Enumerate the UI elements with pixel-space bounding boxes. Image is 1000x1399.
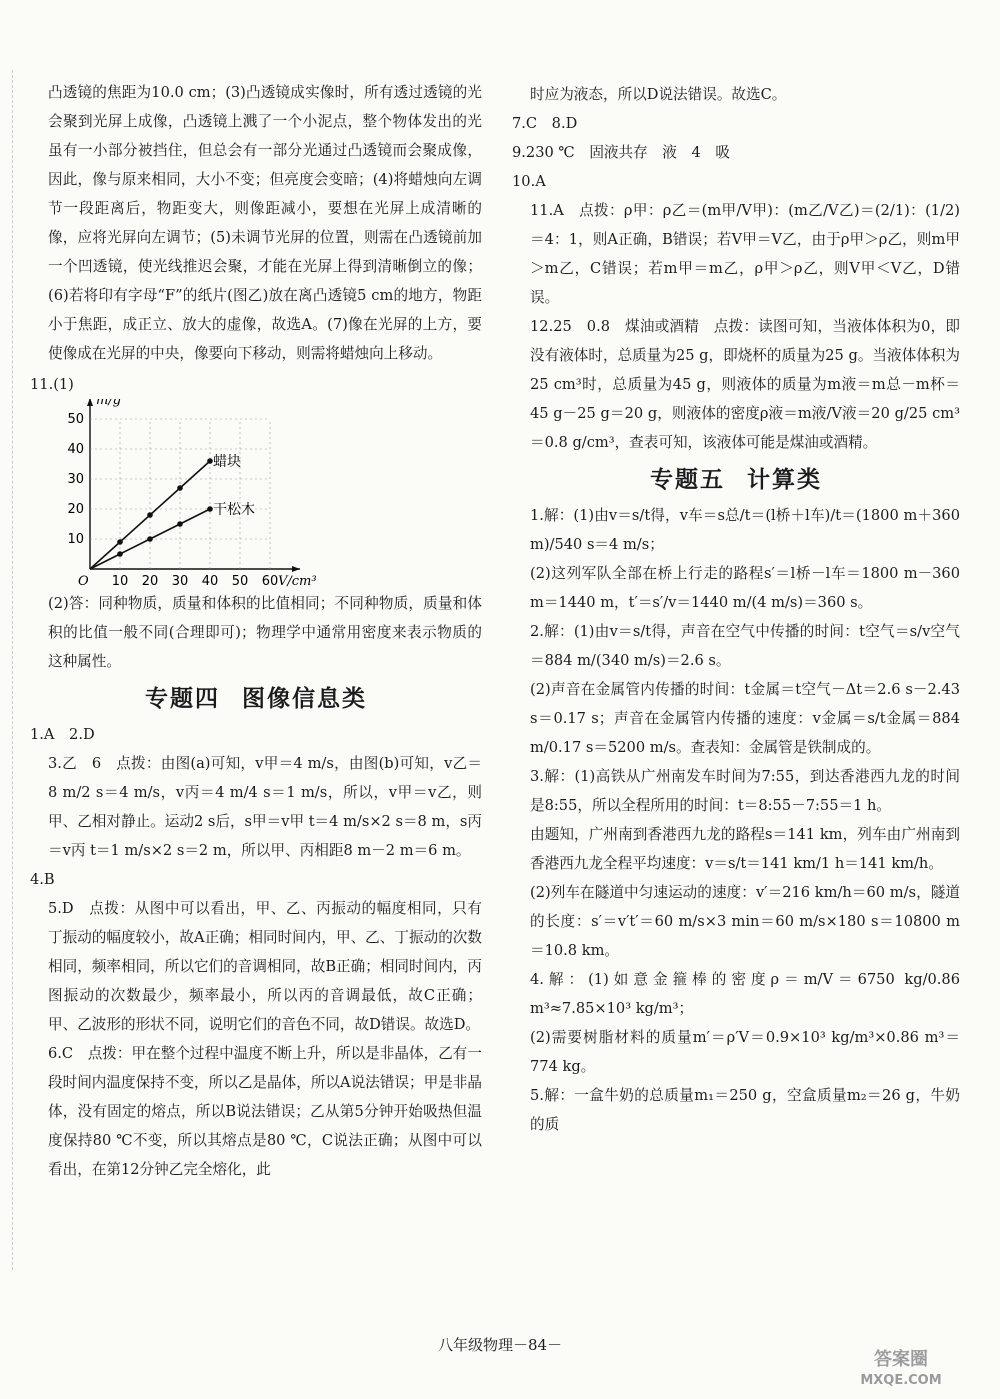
answer-para-lens: 凸透镜的焦距为10.0 cm；(3)凸透镜成实像时，所有透过透镜的光会聚到光屏上成像，凸透镜上溅了一个小泥点，整个物体发出的光虽有一小部分被挡住，但总会有一部分光通过凸透镜而会聚成像，因此，像与原来相同，大小不变；但亮度会变暗；(4)将蜡烛向左调节一段距离后，物距变大，则像距减小，要想在光屏上成清晰的像，应将光屏向左调节；(5)未调节光屏的位置，则需在凸透镜前加一个凹透镜，使光线推迟会聚，才能在光屏上得到清晰倒立的像；(6)若将印有字母“F”的纸片(图乙)放在离凸透镜5 cm的地方，物距小于焦距，成正立、放大的虚像，故选A。(7)像在光屏的上方，要使像成在光屏的中央，像要向下移动，则需将蜡烛向上移动。 bbox=[48, 84, 482, 362]
s4-answer-12: 12.25 0.8 煤油或酒精 点拨：读图可知，当液体体积为0，即没有液体时，总质量为25 g，即烧杯的质量为25 g。当液体体积为25 cm³时，总质量为45 g，则液体的质量为m液＝m总－m杯＝45 g－25 g＝20 g，则液体的密度ρ液＝m液/V液＝20 g/25 cm³＝0.8 g/cm³，查表可知，该液体可能是煤油或酒精。 bbox=[530, 318, 960, 451]
section-5-title: 计算类 bbox=[747, 467, 822, 493]
y-axis-label: m/g bbox=[96, 399, 122, 408]
series-0-point-0 bbox=[117, 539, 123, 545]
y-tick-40: 40 bbox=[67, 442, 84, 457]
series-1-point-2 bbox=[177, 521, 183, 527]
x-tick-20: 20 bbox=[141, 574, 159, 589]
page-footer: 八年级物理－84－ bbox=[437, 1336, 563, 1354]
x-tick-50: 50 bbox=[231, 574, 249, 589]
section-4-title: 图像信息类 bbox=[242, 686, 367, 712]
x-axis-label: V/cm³ bbox=[278, 574, 317, 589]
y-tick-10: 10 bbox=[67, 532, 84, 547]
s4-answer-1: 1.A 2.D bbox=[30, 726, 95, 743]
series-label-0: 蜡块 bbox=[213, 454, 241, 470]
s4-answer-6-cont: 时应为液态，所以D说法错误。故选C。 bbox=[530, 86, 787, 103]
y-axis-arrow bbox=[87, 399, 93, 406]
series-label-1: 干松木 bbox=[213, 502, 255, 518]
s5-answer-2a: 2.解：(1)由v＝s/t得，声音在空气中传播的时间：t空气＝s/v空气＝884 m/(340 m/s)＝2.6 s。 bbox=[530, 623, 960, 669]
s4-answer-5: 5.D 点拨：从图中可以看出，甲、乙、丙振动的幅度相同，只有丁振动的幅度较小，故A正确；相同时间内，甲、乙、丁振动的次数相同，频率相同，所以它们的音调相同，故B正确；相同时间内，丙图振动的次数最少，频率最小，所以丙的音调最低，故C正确；甲、乙波形的形状不同，说明它们的音色不同，故D错误。故选D。 bbox=[48, 900, 482, 1033]
s5-answer-4a: 4.解：(1)如意金箍棒的密度ρ＝m/V＝6750 kg/0.86 m³≈7.85×10³ kg/m³； bbox=[530, 971, 960, 1017]
s4-answer-3: 3.乙 6 点拨：由图(a)可知，v甲＝4 m/s，由图(b)可知，v乙＝8 m/2 s＝4 m/s，v丙＝4 m/4 s＝1 m/s，所以，v甲＝v乙，则甲、乙相对静止。运动2 s后，s甲＝v甲 t＝4 m/s×2 s＝8 m，s丙＝v丙 t＝1 m/s×2 s＝2 m，所以甲、丙相距8 m－2 m＝6 m。 bbox=[48, 755, 482, 859]
graph-axes bbox=[78, 399, 317, 589]
s5-answer-3c: (2)列车在隧道中匀速运动的速度：v′＝216 km/h＝60 m/s，隧道的长度：s′＝v′t′＝60 m/s×3 min＝60 m/s×180 s＝10800 m＝10.8 km。 bbox=[530, 884, 960, 959]
s5-answer-1a: 1.解：(1)由v＝s/t得，v车＝s总/t＝(l桥＋l车)/t＝(1800 m＋360 m)/540 s＝4 m/s； bbox=[530, 507, 960, 553]
s4-answer-9: 9.230 ℃ 固液共存 液 4 吸 bbox=[512, 144, 730, 161]
series-0-point-1 bbox=[147, 512, 153, 518]
x-tick-10: 10 bbox=[111, 574, 129, 589]
watermark-top: 答案圈 bbox=[874, 1349, 928, 1370]
question-11-label: 11.(1) bbox=[30, 376, 74, 393]
series-1-point-1 bbox=[147, 536, 153, 542]
y-tick-30: 30 bbox=[67, 472, 84, 487]
section-5-number: 专题五 bbox=[650, 467, 725, 493]
s5-answer-3b: 由题知，广州南到香港西九龙的路程s＝141 km，列车由广州南到香港西九龙全程平均速度：v＝s/t＝141 km/1 h＝141 km/h。 bbox=[530, 826, 960, 872]
y-tick-50: 50 bbox=[67, 412, 84, 427]
section-4-heading bbox=[30, 682, 482, 716]
section-4-number: 专题四 bbox=[145, 686, 220, 712]
s4-answer-6: 6.C 点拨：甲在整个过程中温度不断上升，所以是非晶体，乙有一段时间内温度保持不变，所以乙是晶体，所以A说法错误；甲是非晶体，没有固定的熔点，所以B说法错误；乙从第5分钟开始吸热但温度保持80 ℃不变，所以其熔点是80 ℃，C说法正确；从图中可以看出，在第12分钟乙完全熔化，此 bbox=[48, 1045, 482, 1178]
left-column bbox=[30, 78, 482, 1184]
x-tick-60: 60 bbox=[261, 574, 279, 589]
s4-answer-10: 10.A bbox=[512, 173, 546, 190]
s4-answer-7: 7.C 8.D bbox=[512, 115, 578, 132]
x-tick-40: 40 bbox=[201, 574, 219, 589]
s5-answer-4b: (2)需要树脂材料的质量m′＝ρ′V＝0.9×10³ kg/m³×0.86 m³＝774 kg。 bbox=[530, 1029, 960, 1075]
binding-margin-line bbox=[12, 70, 13, 1270]
series-1-point-0 bbox=[117, 551, 123, 557]
graph-ticks bbox=[67, 412, 278, 589]
series-1-point-3 bbox=[207, 506, 213, 512]
x-tick-30: 30 bbox=[171, 574, 189, 589]
series-0-point-3 bbox=[207, 458, 213, 464]
graph-series bbox=[90, 453, 255, 569]
x-axis-arrow bbox=[292, 566, 300, 572]
question-11-part2: (2)答：同种物质，质量和体积的比值相同；不同种物质，质量和体积的比值一般不同(合理即可)；物理学中通常用密度来表示物质的这种属性。 bbox=[48, 595, 482, 670]
mass-volume-svg bbox=[30, 399, 330, 589]
section-5-heading bbox=[512, 463, 960, 497]
watermark-bottom: MXQE.COM bbox=[860, 1373, 942, 1388]
graph-grid bbox=[90, 419, 270, 569]
s4-answer-4: 4.B bbox=[30, 871, 55, 888]
right-column bbox=[512, 80, 960, 1139]
y-tick-20: 20 bbox=[67, 502, 84, 517]
watermark-logo bbox=[826, 1345, 976, 1389]
s5-answer-1b: (2)这列军队全部在桥上行走的路程s′＝l桥－l车＝1800 m－360 m＝1440 m，t′＝s′/v＝1440 m/(4 m/s)＝360 s。 bbox=[530, 565, 960, 611]
series-0-point-2 bbox=[177, 485, 183, 491]
s5-answer-2b: (2)声音在金属管内传播的时间：t金属＝t空气－Δt＝2.6 s－2.43 s＝0.17 s；声音在金属管内传播的速度：v金属＝s/t金属＝884 m/0.17 s＝5200 m/s。查表知：金属管是铁制成的。 bbox=[530, 681, 960, 756]
s5-answer-5: 5.解：一盒牛奶的总质量m₁＝250 g，空盒质量m₂＝26 g，牛奶的质 bbox=[530, 1087, 960, 1133]
s4-answer-11: 11.A 点拨：ρ甲：ρ乙＝(m甲/V甲)：(m乙/V乙)＝(2/1)：(1/2)＝4：1，则A正确，B错误；若V甲＝V乙，由于ρ甲＞ρ乙，则m甲＞m乙，C错误；若m甲＝m乙，ρ甲＞ρ乙，则V甲＜V乙，D错误。 bbox=[530, 202, 960, 306]
s5-answer-3a: 3.解：(1)高铁从广州南发车时间为7:55，到达香港西九龙的时间是8:55，所以全程所用的时间：t＝8:55－7:55＝1 h。 bbox=[530, 768, 960, 814]
mass-volume-graph bbox=[30, 399, 482, 589]
origin-label: O bbox=[78, 574, 89, 589]
